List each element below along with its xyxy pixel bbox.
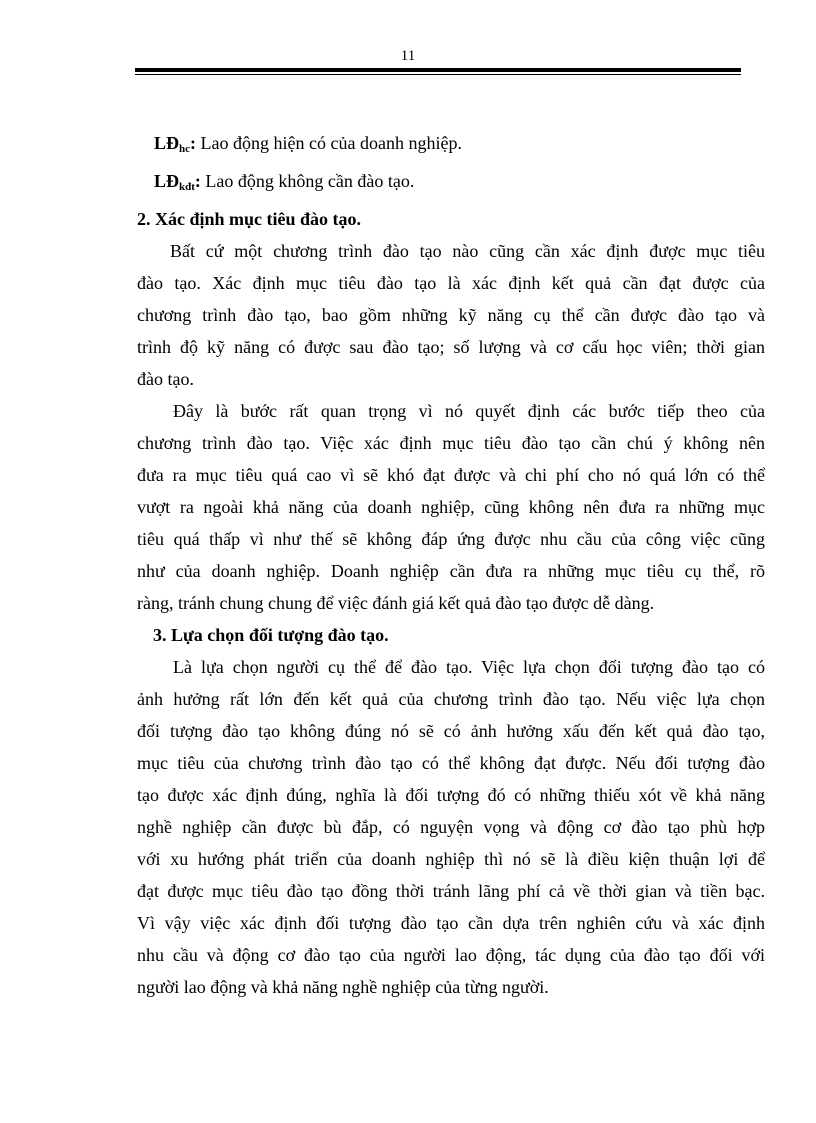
paragraph-line: Vì vậy việc xác định đối tượng đào tạo cần dựa trên nghiên cứu và xác định <box>137 913 765 933</box>
section-2-heading <box>137 203 765 235</box>
paragraph-line: Đây là bước rất quan trọng vì nó quyết định các bước tiếp theo của <box>173 401 765 421</box>
paragraph-line: Là lựa chọn người cụ thể để đào tạo. Việc lựa chọn đối tượng đào tạo có <box>173 657 765 677</box>
paragraph-line: tiêu quá thấp vì như thế sẽ không đáp ứng được nhu cầu của công việc cũng <box>137 529 765 549</box>
paragraph-line: chương trình đào tạo, bao gồm những kỹ năng cụ thể cần được đào tạo và <box>137 305 765 325</box>
document-body <box>137 127 765 1003</box>
paragraph-line: ràng, tránh chung chung để việc đánh giá kết quả đào tạo được dễ dàng. <box>137 593 655 613</box>
paragraph-line: đối tượng đào tạo không đúng nó sẽ có ảnh hưởng xấu đến kết quả đào tạo, <box>137 721 765 741</box>
section-2-paragraph-2 <box>137 395 765 619</box>
header-rule-thin <box>135 74 741 75</box>
definition-subscript: hc <box>179 143 191 155</box>
definition-colon: : <box>190 133 197 153</box>
paragraph-line: mục tiêu của chương trình đào tạo có thể không đạt được. Nếu đối tượng đào <box>137 753 765 773</box>
paragraph-line: như của doanh nghiệp. Doanh nghiệp cần đưa ra những mục tiêu cụ thể, rõ <box>137 561 765 581</box>
paragraph-line: vượt ra ngoài khả năng của doanh nghiệp, cũng không nên đưa ra những mục <box>137 497 765 517</box>
header-rule-thick <box>135 68 741 72</box>
paragraph-line: ảnh hưởng rất lớn đến kết quả của chương trình đào tạo. Nếu việc lựa chọn <box>137 689 765 709</box>
paragraph-line: tạo được xác định đúng, nghĩa là đối tượng đó có những thiếu xót về khả năng <box>137 785 765 805</box>
definition-lo-hc <box>137 127 765 165</box>
paragraph-line: người lao động và khả năng nghề nghiệp của từng người. <box>137 977 549 997</box>
definition-text: Lao động không cần đào tạo. <box>200 171 415 191</box>
section-3-paragraph-1 <box>137 651 765 1003</box>
section-2-heading-text: 2. Xác định mục tiêu đào tạo. <box>137 209 362 229</box>
definition-subscript: kđt <box>179 181 195 193</box>
section-2-paragraph-1 <box>137 235 765 395</box>
definition-symbol: LĐ <box>154 171 180 191</box>
paragraph-line: với xu hướng phát triển của doanh nghiệp thì nó sẽ là điều kiện thuận lợi để <box>137 849 765 869</box>
paragraph-line: nghề nghiệp cần được bù đắp, có nguyện vọng và động cơ đào tạo phù hợp <box>137 817 765 837</box>
section-3-heading <box>137 619 765 651</box>
page-number: 11 <box>400 48 416 64</box>
definition-colon: : <box>194 171 201 191</box>
paragraph-line: trình độ kỹ năng có được sau đào tạo; số lượng và cơ cấu học viên; thời gian <box>137 337 765 357</box>
definition-symbol: LĐ <box>154 133 180 153</box>
paragraph-line: đào tạo. <box>137 369 194 389</box>
definition-lo-kdt <box>137 165 765 203</box>
section-3-heading-text: 3. Lựa chọn đối tượng đào tạo. <box>153 625 389 645</box>
paragraph-line: đào tạo. Xác định mục tiêu đào tạo là xác định kết quả cần đạt được của <box>137 273 765 293</box>
paragraph-line: đạt được mục tiêu đào tạo đồng thời tránh lãng phí cả về thời gian và tiền bạc. <box>137 881 765 901</box>
paragraph-line: Bất cứ một chương trình đào tạo nào cũng cần xác định được mục tiêu <box>170 241 765 261</box>
definition-text: Lao động hiện có của doanh nghiệp. <box>196 133 462 153</box>
paragraph-line: nhu cầu và động cơ đào tạo của người lao động, tác dụng của đào tạo đối với <box>137 945 765 965</box>
paragraph-line: đưa ra mục tiêu quá cao vì sẽ khó đạt được và chi phí cho nó quá lớn có thể <box>137 465 765 485</box>
paragraph-line: chương trình đào tạo. Việc xác định mục tiêu đào tạo cần chú ý không nên <box>137 433 765 453</box>
